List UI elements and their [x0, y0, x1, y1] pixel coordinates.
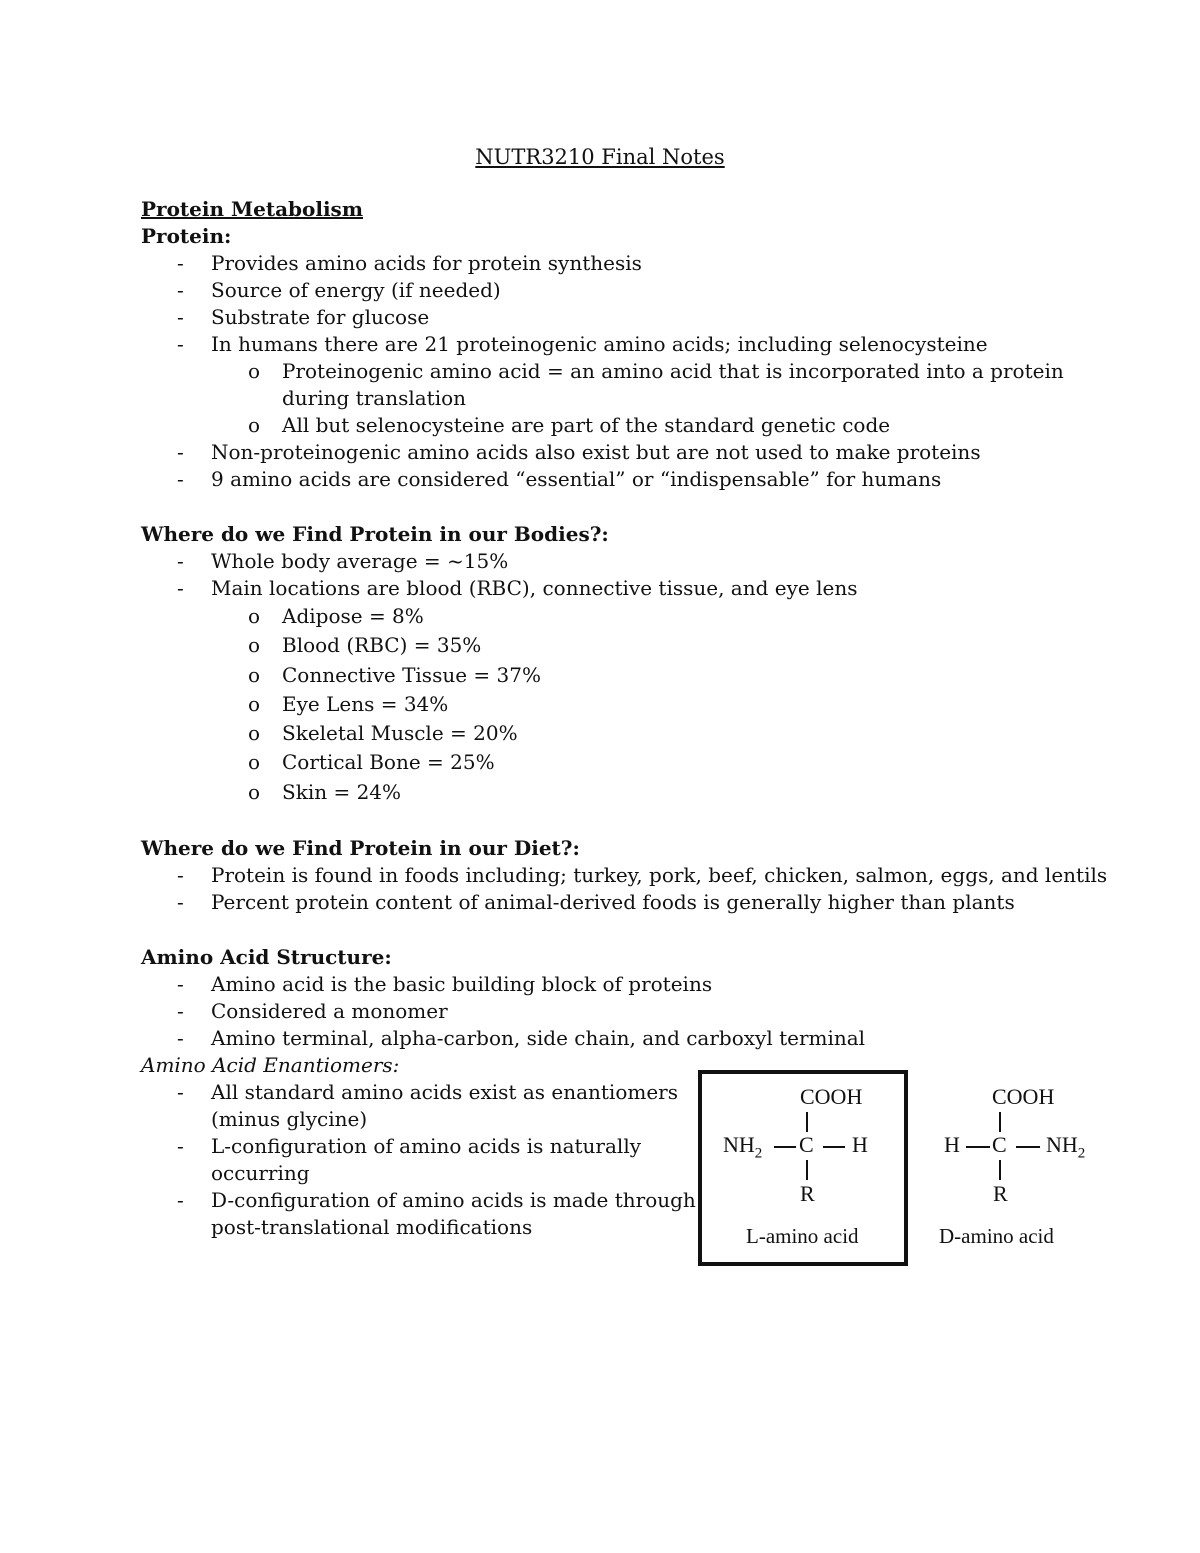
list-item: - 9 amino acids are considered “essential” or “indispensable” for humans: [177, 467, 942, 491]
l-r-group: R: [800, 1181, 815, 1206]
l-bond-right: [823, 1146, 845, 1148]
list-item: - Whole body average = ~15%: [177, 549, 509, 573]
list-item-continued: post-translational modifications: [211, 1215, 533, 1240]
d-h: H: [944, 1132, 960, 1157]
d-nh2: $NH_2$: [1046, 1132, 1086, 1162]
list-item: - Considered a monomer: [177, 999, 448, 1024]
list-item: - Provides amino acids for protein synthesis: [177, 251, 642, 275]
list-item-continued: (minus glycine): [211, 1107, 368, 1132]
sub-list-item: o Skin = 24%: [248, 779, 402, 804]
list-item: - Non-proteinogenic amino acids also exist but are not used to make proteins: [177, 440, 981, 464]
d-alpha-carbon: C: [992, 1132, 1007, 1157]
l-bond-bottom: [806, 1160, 808, 1180]
l-h: H: [852, 1132, 868, 1157]
sub-list-item: o Proteinogenic amino acid = an amino acid that is incorporated into a protein: [248, 359, 1064, 383]
subheading-protein: Protein:: [141, 224, 232, 248]
l-cooh: COOH: [800, 1084, 863, 1109]
d-r-group: R: [993, 1181, 1008, 1206]
l-nh2: $NH_2$: [723, 1132, 763, 1162]
l-bond-top: [806, 1112, 808, 1132]
enantiomer-diagram: [696, 1068, 1096, 1268]
list-item: - Amino terminal, alpha-carbon, side chain, and carboxyl terminal: [177, 1026, 866, 1051]
section-heading-amino-acid-structure: Amino Acid Structure:: [141, 945, 392, 970]
d-cooh: COOH: [992, 1084, 1055, 1109]
list-item: - All standard amino acids exist as enantiomers: [177, 1080, 678, 1105]
subheading-enantiomers: Amino Acid Enantiomers:: [141, 1053, 400, 1078]
section-heading-diet: Where do we Find Protein in our Diet?:: [141, 836, 580, 861]
list-item: - In humans there are 21 proteinogenic amino acids; including selenocysteine: [177, 332, 988, 356]
list-item: - Substrate for glucose: [177, 305, 430, 329]
l-bond-left: [774, 1146, 796, 1148]
d-amino-acid-label: D-amino acid: [939, 1224, 1054, 1248]
d-bond-left: [966, 1146, 990, 1148]
sub-list-item-continued: during translation: [282, 386, 467, 410]
section-heading-protein-metabolism: Protein Metabolism: [141, 197, 363, 221]
list-item-continued: occurring: [211, 1161, 310, 1186]
list-item: - Source of energy (if needed): [177, 278, 501, 302]
sub-list-item: o Cortical Bone = 25%: [248, 750, 495, 775]
sub-list-item: o Adipose = 8%: [248, 604, 424, 628]
list-item: - D-configuration of amino acids is made through: [177, 1188, 696, 1213]
sub-list-item: o Connective Tissue = 37%: [248, 662, 541, 687]
sub-list-item: o Eye Lens = 34%: [248, 691, 449, 716]
sub-list-item: o All but selenocysteine are part of the standard genetic code: [248, 413, 891, 437]
sub-list-item: o Skeletal Muscle = 20%: [248, 721, 518, 746]
d-bond-right: [1016, 1146, 1040, 1148]
list-item: - Amino acid is the basic building block of proteins: [177, 972, 713, 997]
list-item: - Percent protein content of animal-derived foods is generally higher than plants: [177, 890, 1015, 915]
d-bond-top: [999, 1112, 1001, 1132]
section-heading-bodies: Where do we Find Protein in our Bodies?:: [141, 522, 609, 546]
l-amino-acid-label: L-amino acid: [746, 1224, 859, 1248]
d-bond-bottom: [999, 1160, 1001, 1180]
document-title: NUTR3210 Final Notes: [475, 145, 725, 169]
list-item: - Protein is found in foods including; turkey, pork, beef, chicken, salmon, eggs, and lentils: [177, 863, 1108, 888]
l-alpha-carbon: C: [799, 1132, 814, 1157]
list-item: - L-configuration of amino acids is naturally: [177, 1134, 642, 1159]
sub-list-item: o Blood (RBC) = 35%: [248, 633, 482, 658]
list-item: - Main locations are blood (RBC), connective tissue, and eye lens: [177, 576, 858, 600]
